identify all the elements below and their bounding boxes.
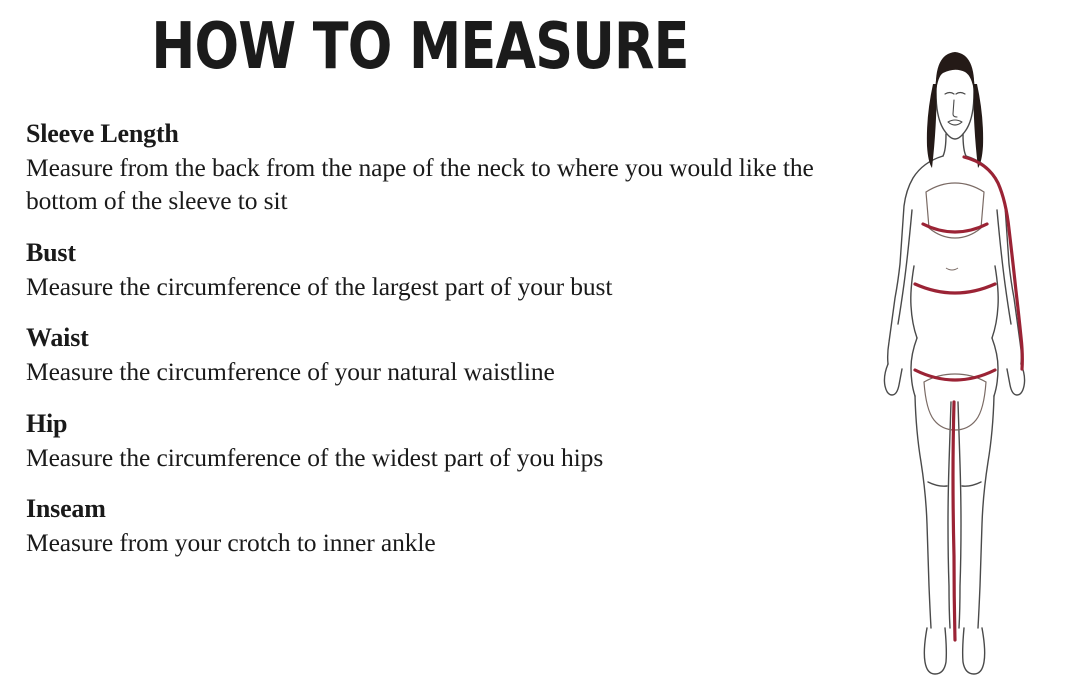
measurement-list <box>26 118 856 579</box>
body-figure-illustration <box>832 30 1072 689</box>
inseam-line <box>953 402 955 640</box>
measurement-description: Measure from your crotch to inner ankle <box>26 528 436 558</box>
measurement-term: Sleeve Length <box>26 119 179 148</box>
measurement-term: Waist <box>26 323 89 353</box>
sleeve-length-line <box>964 157 1022 369</box>
list-item <box>26 237 856 303</box>
list-item <box>26 322 856 388</box>
page-title: HOW TO MEASURE <box>151 10 689 84</box>
list-item <box>26 118 856 218</box>
figure-hair <box>927 52 983 168</box>
measurement-description: Measure from the back from the nape of the neck to where you would like the bottom of the sleeve to sit <box>26 152 814 216</box>
list-item <box>26 408 856 474</box>
measurement-description: Measure the circumference of your natural waistline <box>26 357 555 387</box>
measurement-term: Hip <box>26 408 68 438</box>
list-item <box>26 493 856 559</box>
measurement-description: Measure the circumference of the largest part of your bust <box>26 271 613 301</box>
measurement-description: Measure the circumference of the widest part of you hips <box>26 442 604 472</box>
waist-line <box>915 284 995 293</box>
measurement-term: Bust <box>26 238 76 268</box>
measurement-term: Inseam <box>26 494 106 524</box>
figure-underwear <box>924 183 986 430</box>
hip-line <box>915 370 995 380</box>
